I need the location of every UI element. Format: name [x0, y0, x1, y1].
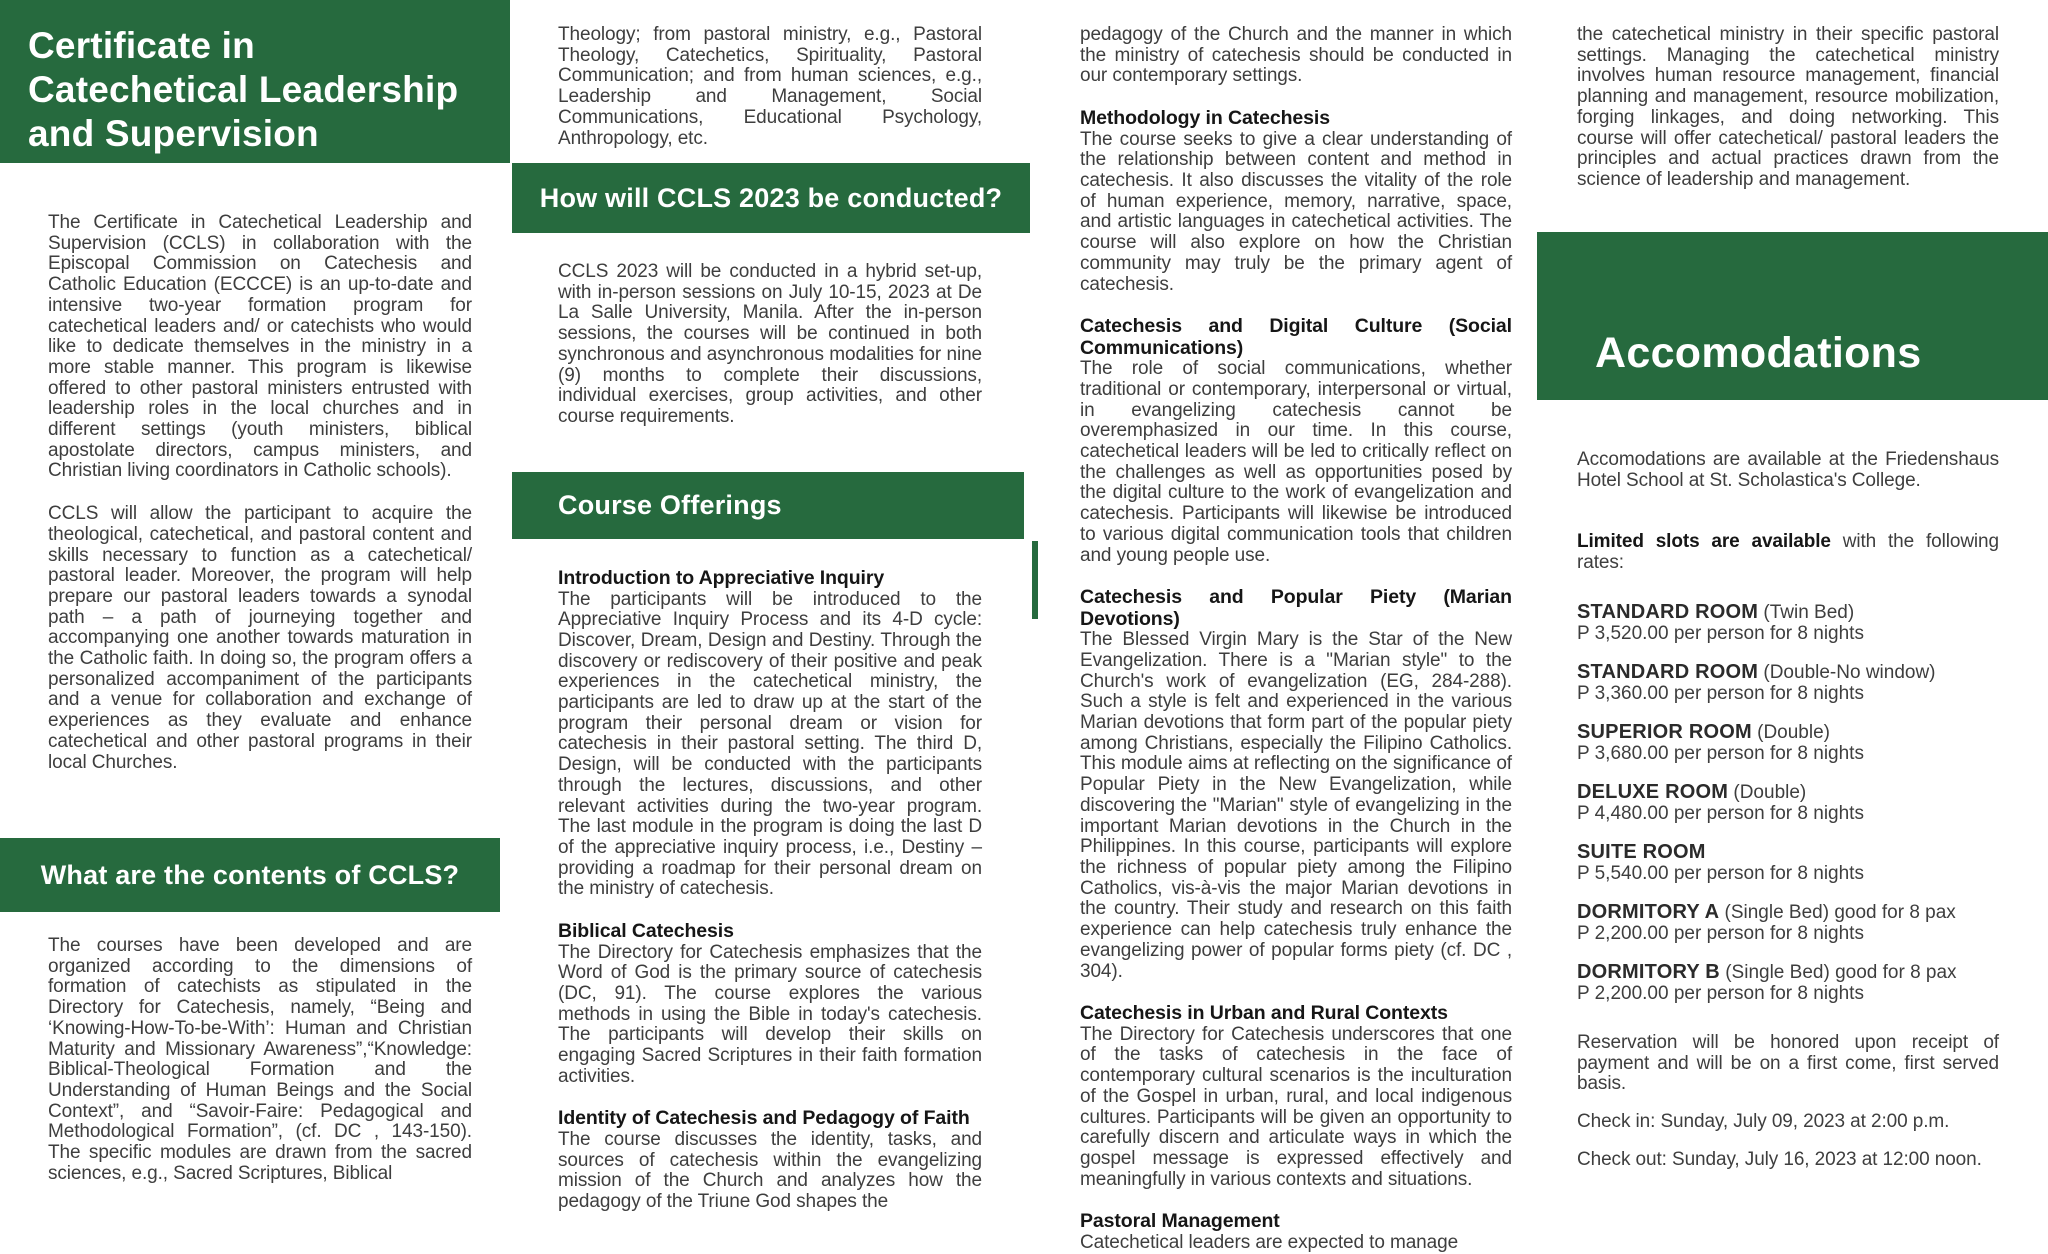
- column-3-courses: [1080, 25, 1512, 1254]
- room-item-dormitory-a: [1577, 902, 2017, 944]
- page-title-line-2: Catechetical Leadership: [28, 69, 459, 110]
- course-body: The Directory for Catechesis emphasizes that the Word of God is the primary source of catechesis (DC, 91). The course explores the various methods in using the Bible in today's catechesis. The participants will develop their skills on engaging Sacred Scriptures in their faith formation activities.: [558, 941, 982, 1087]
- room-desc: (Twin Bed): [1758, 602, 1855, 623]
- banner-course-offerings-label: Course Offerings: [558, 490, 782, 520]
- limited-slots-rest: with the following rates:: [1577, 531, 1999, 573]
- paragraph-accommodations-location: Accomodations are available at the Friedenshaus Hotel School at St. Scholastica's College.: [1577, 449, 1999, 491]
- room-rate: P 3,520.00 per person for 8 nights: [1577, 623, 1864, 644]
- course-urban-rural: [1080, 1003, 1512, 1190]
- course-identity-pedagogy: [558, 1108, 982, 1212]
- course-title: Pastoral Management: [1080, 1210, 1280, 1233]
- course-body: The course seeks to give a clear understanding of the relationship between content and method in catechesis. It also discusses the vitality of the role of human experience, memory, narrative, space, and artistic languages in catechetical activities. The course will also explore on how the Christian community may truly be the primary agent of catechesis.: [1080, 128, 1512, 295]
- room-name: DORMITORY A: [1577, 901, 1720, 923]
- banner-how-label: How will CCLS 2023 be conducted?: [539, 182, 1003, 213]
- room-desc: (Single Bed) good for 8 pax: [1719, 962, 1957, 983]
- reservation-note: [1577, 1033, 1999, 1095]
- column-1-contents-text: [48, 936, 472, 1184]
- column-2-hybrid-text: [558, 262, 982, 428]
- room-desc: (Double): [1751, 722, 1830, 743]
- course-pastoral-management: [1080, 1211, 1512, 1253]
- course-body: The participants will be introduced to the Appreciative Inquiry Process and its 4-D cycle: Discover, Dream, Design and Destiny. Through the discovery or rediscovery of their positive and peak experiences in the catechetical ministry, the participants are led to draw up at the start of the program their personal dream or vision for catechesis in their pastoral setting. The third D, Design, will be conducted with the participants through the lectures, discussions, and other relevant activities during the two-year program. The last module in the program is doing the last D of the appreciative inquiry process, i.e., Destiny – providing a roadmap for their personal dream on the ministry of catechesis.: [558, 588, 982, 900]
- room-rate: P 3,360.00 per person for 8 nights: [1577, 683, 1864, 704]
- room-name: SUPERIOR ROOM: [1577, 721, 1752, 743]
- limited-slots-bold: Limited slots are available: [1577, 531, 1831, 552]
- room-name: DORMITORY B: [1577, 961, 1720, 983]
- paragraph-course-dimensions: The courses have been developed and are organized according to the dimensions of formation of catechists as stipulated in the Directory for Catechesis, namely, “Being and ‘Knowing-How-To-be-With’: Human and Christian Maturity and Missionary Awareness”,“Knowledge: Biblical-Theological Formation and the Understanding of Human Beings and the Social Context”, and “Savoir-Faire: Pedagogical and Methodological Formation”, (cf. DC , 143-150). The specific modules are drawn from the sacred sciences, e.g., Sacred Scriptures, Biblical: [48, 935, 472, 1184]
- paragraph-pastoral-management-continuation: the catechetical ministry in their specific pastoral settings. Managing the catechetical ministry involves human resource management, financial planning and management, resource mobilization, forging linkages, and doing networking. This course will offer catechetical/ pastoral leaders the principles and actual practices drawn from the science of leadership and management.: [1577, 24, 1999, 190]
- banner-course-offerings: [512, 472, 1024, 539]
- page-title-line-1: Certificate in: [28, 25, 255, 66]
- course-title: Identity of Catechesis and Pedagogy of Faith: [558, 1107, 970, 1130]
- check-out-line: Check out: Sunday, July 16, 2023 at 12:00 noon.: [1577, 1149, 1982, 1170]
- course-title: Catechesis and Popular Piety (Marian Devotions): [1080, 586, 1512, 630]
- room-rate: P 3,680.00 per person for 8 nights: [1577, 743, 1864, 764]
- column-2-continuation-text: [558, 25, 982, 149]
- course-title: Catechesis and Digital Culture (Social Communications): [1080, 315, 1512, 359]
- paragraph-reservation: Reservation will be honored upon receipt of payment and will be on a first come, first served basis.: [1577, 1032, 1999, 1095]
- course-body: The Directory for Catechesis underscores that one of the tasks of catechesis in the face of contemporary cultural scenarios is the inculturation of the Gospel in urban, rural, and local indigenous cultures. Participants will be given an opportunity to carefully discern and articulate ways in which the gospel message is expressed effectively and meaningfully in various contexts and situations.: [1080, 1023, 1512, 1190]
- room-rate: P 2,200.00 per person for 8 nights: [1577, 923, 1864, 944]
- course-methodology: [1080, 108, 1512, 295]
- room-item-suite: [1577, 842, 2017, 884]
- course-digital-culture: [1080, 316, 1512, 566]
- course-popular-piety: [1080, 587, 1512, 982]
- banner-accommodations: [1537, 232, 2048, 400]
- course-title: Catechesis in Urban and Rural Contexts: [1080, 1002, 1448, 1025]
- room-name: STANDARD ROOM: [1577, 661, 1759, 683]
- room-rate: P 5,540.00 per person for 8 nights: [1577, 863, 1864, 884]
- room-name: STANDARD ROOM: [1577, 601, 1759, 623]
- room-item-standard-twin: [1577, 602, 2017, 644]
- banner-contents-label: What are the contents of CCLS?: [40, 859, 460, 890]
- room-rate-list: [1577, 602, 2017, 1022]
- check-in-line: Check in: Sunday, July 09, 2023 at 2:00 p.m.: [1577, 1111, 1950, 1132]
- course-title: Biblical Catechesis: [558, 920, 734, 943]
- room-desc: (Double): [1728, 782, 1807, 803]
- banner-contents-of-ccls: [0, 838, 500, 912]
- accommodations-intro: [1577, 450, 1999, 491]
- page-title-line-3: and Supervision: [28, 113, 319, 154]
- column-4-continuation-text: [1577, 25, 1999, 191]
- course-body: The Blessed Virgin Mary is the Star of the New Evangelization. There is a "Marian style" to the Church's work of evangelization (EG, 284-288). Such a style is felt and experienced in the various Marian devotions that form part of the popular piety among Christians, especially the Filipino Catholics. This module aims at reflecting on the significance of Popular Piety in the New Evangelization, while discovering the "Marian" style of evangelizing in the important Marian devotions in the Church in the Philippines. In this course, participants will explore the richness of popular piety among the Filipino Catholics, vis-à-vis the major Marian devotions in the country. Their study and research on this faith experience can help catechesis truly enhance the evangelizing power of popular forms piety (cf. DC , 304).: [1080, 629, 1512, 982]
- paragraph-ccls-intro: The Certificate in Catechetical Leadership and Supervision (CCLS) in collaboration with the Episcopal Commission on Catechesis and Catholic Education (ECCCE) is an up-to-date and intensive two-year formation program for catechetical leaders and/ or catechists who would like to dedicate themselves in the ministry in a more stable manner. This program is likewise offered to other pastoral ministers entrusted with leadership roles in the local churches and in different settings (youth ministers, biblical apostolate directors, campus ministers, and Christian living coordinators in Catholic schools).: [48, 212, 472, 482]
- limited-slots-note: [1577, 532, 1999, 573]
- room-rate: P 2,200.00 per person for 8 nights: [1577, 983, 1864, 1004]
- course-body: The role of social communications, whether traditional or contemporary, interpersonal or virtual, in evangelizing catechesis cannot be overemphasized in our time. In this course, catechetical leaders will be led to critically reflect on the challenges as well as opportunities posed by the digital culture to the work of evangelization and catechesis. Participants will likewise be introduced to various digital communication tools that children and young people use.: [1080, 358, 1512, 566]
- course-biblical-catechesis: [558, 921, 982, 1087]
- course-appreciative-inquiry: [558, 568, 982, 900]
- room-name: SUITE ROOM: [1577, 841, 1706, 863]
- accommodations-title: Accomodations: [1595, 329, 1922, 377]
- room-desc: (Single Bed) good for 8 pax: [1719, 902, 1956, 923]
- room-name: DELUXE ROOM: [1577, 781, 1729, 803]
- room-item-dormitory-b: [1577, 962, 2017, 1004]
- course-title: Methodology in Catechesis: [1080, 107, 1330, 130]
- room-item-standard-double: [1577, 662, 2017, 704]
- banner-how-conducted: [512, 163, 1030, 233]
- course-title: Introduction to Appreciative Inquiry: [558, 567, 885, 589]
- paragraph-sciences: Theology; from pastoral ministry, e.g., Pastoral Theology, Catechetics, Spirituality, Pastoral Communication; and from human sciences, e.g., Leadership and Management, Social Communications, Educational Psychology, Anthropology, etc.: [558, 24, 982, 149]
- paragraph-hybrid-setup: CCLS 2023 will be conducted in a hybrid set-up, with in-person sessions on July 10-15, 2023 at De La Salle University, Manila. After the in-person sessions, the courses will be continued in both synchronous and asynchronous modalities for nine (9) months to complete their discussions, individual exercises, group activities, and other course requirements.: [558, 261, 982, 427]
- paragraph-ccls-goals: CCLS will allow the participant to acquire the theological, catechetical, and pastoral content and skills necessary to function as a catechetical/ pastoral leader. Moreover, the program will help prepare our pastoral leaders towards a synodal path – a path of journeying together and accompanying one another towards maturation in the Catholic faith. In doing so, the program offers a personalized accompaniment of the participants and a venue for collaboration and exchange of experiences as they evaluate and enhance catechetical and other pastoral programs in their local Churches.: [48, 503, 472, 773]
- room-desc: (Double-No window): [1758, 662, 1936, 683]
- divider-strip: [1032, 541, 1038, 619]
- course-body: Catechetical leaders are expected to manage: [1080, 1231, 1459, 1253]
- room-rate: P 4,480.00 per person for 8 nights: [1577, 803, 1864, 824]
- paragraph-pedagogy-continuation: pedagogy of the Church and the manner in which the ministry of catechesis should be conducted in our contemporary settings.: [1080, 24, 1512, 87]
- room-item-deluxe: [1577, 782, 2017, 824]
- page-title: [0, 0, 510, 156]
- main-title-box: [0, 0, 510, 163]
- room-item-superior: [1577, 722, 2017, 764]
- course-body: The course discusses the identity, tasks, and sources of catechesis within the evangelizing mission of the Church and analyzes how the pedagogy of the Triune God shapes the: [558, 1128, 982, 1213]
- column-1-intro-text: [48, 213, 472, 773]
- column-2-courses: [558, 568, 982, 1213]
